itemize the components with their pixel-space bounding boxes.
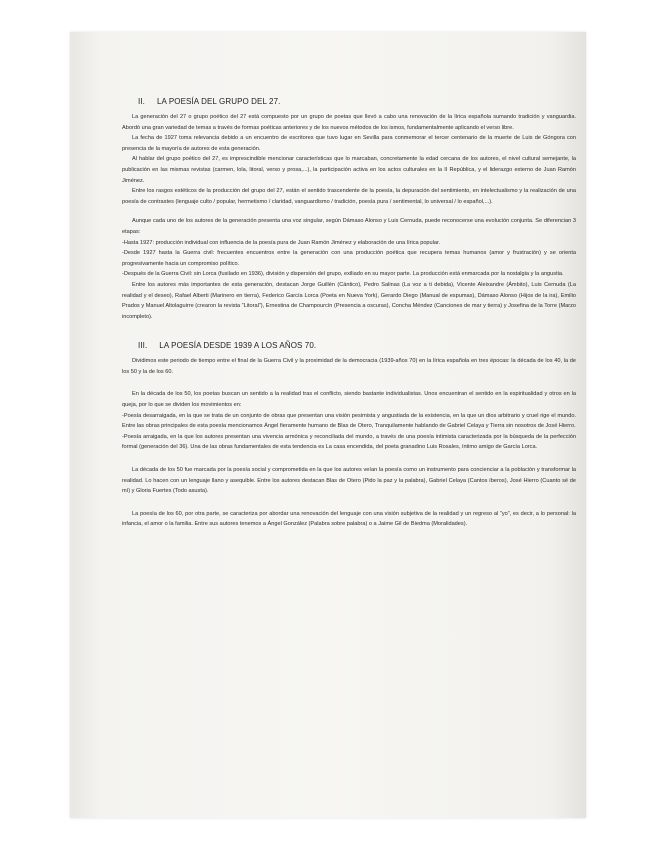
paragraph: La poesía de los 60, por otra parte, se caracteriza por abordar una renovación del lenguaje con una visión subjetiva de la realidad y un regreso al “yo”, es decir, a lo personal: la infancia, el amor o la familia. Entre sus autores tenemos a Ángel González (Palabra sobre palabra) o a Jaime Gil de Biedma (Moralidades).	[122, 510, 576, 528]
section-number: III.	[138, 341, 148, 351]
paragraph: Entre los autores más importantes de esta generación, destacan Jorge Guillén (Cántico), Pedro Salinas (La voz a ti debida), Vicente Aleixandre (Ámbito), Luis Cernuda (La realidad y el deseo), Rafael Alberti (Marinero en tierra), Federico García Lorca (Poeta en Nueva York), Gerardo Diego (Manual de espumas), Dámaso Alonso (Hijos de la ira), Emilio Prados y Manuel Altolaguirre (crearon la revista “Litoral”), Ernestina de Champourcín (Presencia a oscuras), Concha Méndez (Canciones de mar y tierra) y Josefina de la Torre (Marzo incompleto).	[122, 281, 576, 320]
section-title-text: LA POESÍA DEL GRUPO DEL 27.	[156, 97, 281, 106]
list-item: -Hasta 1927: producción individual con influencia de la poesía pura de Juan Ramón Jiménez y elaboración de una lírica popular.	[122, 239, 441, 246]
section-heading-2	[138, 96, 576, 108]
list-item: -Desde 1927 hasta la Guerra civil: frecuentes encuentros entre la generación con una producción poética que recupera temas humanos (amor y frustración) y se orienta progresivamente hacia un compromiso político.	[122, 250, 576, 267]
paragraph: Aunque cada uno de los autores de la generación presenta una voz singular, según Dámaso Alonso y Luis Cernuda, puede reconocerse una evolución conjunta. Se diferencian 3 etapas:	[122, 218, 576, 235]
section-title-text: LA POESÍA DESDE 1939 A LOS AÑOS 70.	[159, 341, 317, 351]
section-heading-3	[138, 340, 576, 352]
paragraph: En la década de los 50, los poetas buscan un sentido a la realidad tras el conflicto, siendo bastante individualistas. Unos encuentran el sentido en la espiritualidad y otros en la queja, por lo que se dividen los movimientos en:	[122, 391, 576, 409]
paper-sheet	[70, 32, 586, 818]
section-number: II.	[138, 97, 145, 106]
paragraph: La generación del 27 o grupo poético del 27 está compuesto por un grupo de poetas que llevó a cabo una renovación de la lírica española sumando tradición y vanguardia. Abordó una gran variedad de temas a través de formas poéticas anteriores y de los nuevos métodos de los ismos, fundamentalmente aplicando el verso libre.	[122, 114, 576, 131]
list-item: -Poesía desarraigada, en la que se trata de un conjunto de obras que presentan una visión pesimista y angustiada de la existencia, en la que un dios arbitrario y cruel rige el mundo. Entre las obras principales de esta poesía mencionamos Ángel fieramente humano de Blas de Otero, Tranquilamente hablando de Gabriel Celaya y Tierra sin nosotros de José Hierro.	[122, 412, 576, 430]
paragraph: La década de los 50 fue marcada por la poesía social y comprometida en la que los autores veían la poesía como un instrumento para concienciar a la población y transformar la realidad. Lo hacen con un lenguaje llano y asequible. Entre los autores destacan Blas de Otero (Pido la paz y la palabra), Gabriel Celaya (Cantos íberos), José Hierro (Cuanto sé de mí) y Gloria Fuertes (Todo asusta).	[122, 467, 576, 495]
paragraph: Al hablar del grupo poético del 27, es imprescindible mencionar características que lo marcaban, concretamente la edad cercana de los autores, el nivel cultural semejante, la publicación en las mismas revistas (carmen, lola, litoral, verso y prosa,...), la participación activa en los actos culturales en la II República, y el liderazgo externo de Juan Ramón Jiménez.	[122, 156, 576, 184]
document-body	[122, 96, 576, 530]
list-item: -Después de la Guerra Civil: sin Lorca (fusilado en 1936), división y dispersión del grupo, exiliado en su mayor parte. La producción está enmarcada por la nostalgia y la angustia.	[122, 271, 564, 278]
paragraph: La fecha de 1927 toma relevancia debido a un encuentro de escritores que tuvo lugar en Sevilla para conmemorar el tercer centenario de la muerte de Luis de Góngora con presencia de la mayoría de autores de esta generación.	[122, 135, 576, 152]
paragraph: Dividimos este periodo de tiempo entre el final de la Guerra Civil y la proximidad de la democracia (1939-años 70) en la lírica española en tres épocas: la década de los 40, la de los 50 y la de los 60.	[122, 358, 576, 375]
paragraph: Entre los rasgos estéticos de la producción del grupo del 27, están el sentido trascendente de la poesía, la depuración del sentimiento, en intelectualismo y la realización de una poesía de contrastes (lenguaje culto / popular, hermetismo / claridad, vanguardismo / tradición, poesía pura / sentimental, lo universal / lo español,...).	[122, 188, 576, 205]
list-item: -Poesía arraigada, en la que los autores presentan una vivencia armónica y reconciliada del mundo, a través de una poesía intimista caracterizada por la búsqueda de la perfección formal (generación del 36). Una de las obras fundamentales de esta tendencia es La casa encendida, del poeta granadino Luis Rosales, íntimo amigo de García Lorca.	[122, 433, 576, 451]
